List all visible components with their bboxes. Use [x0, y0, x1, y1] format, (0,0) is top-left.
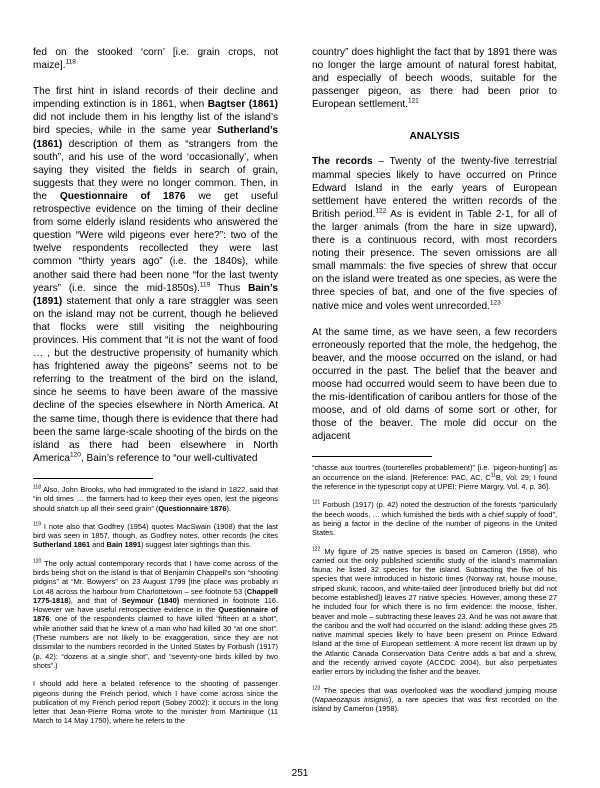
footnote-ref: 122 [375, 207, 387, 215]
footnote-ref: 121 [312, 499, 321, 506]
text-run: Bain 1891 [106, 540, 142, 550]
footnote-ref: 122 [312, 546, 321, 553]
footnote [33, 679, 278, 725]
text-run: country” does highlight the fact that by 1891 there was no longer the large amount of natural forest habitat, and especially of beech woods, suitable for the passenger pigeon, as there had been prior to European settlement. [312, 47, 557, 111]
page-number: 251 [291, 768, 309, 779]
text-run: – Twenty of the twenty-five terrestrial mammal species likely to have occurred on Prince Edward Island in the early years of European settlement have entered the written records of the British period. [312, 156, 557, 220]
text-run: mentioned in footnote 116. However we have useful retrospective evidence in the [33, 595, 278, 615]
footnote-ref: 120 [33, 558, 42, 565]
text-run: B, Vol. 29; I found the reference in the typescript copy at UPEI: Pierre Margry, Vol. 4, p. 36]. [312, 472, 557, 492]
text-run: The first hint in island records of their decline and impending extinction is in 1861, when [33, 86, 278, 111]
footnote-divider [33, 478, 153, 479]
text-run: Also, John Brooks, who had immigrated to the island in 1822, said that “in old times … the farmers had to keep their eyes open, lest the pigeons should snatch up all their seed grain” ( [33, 484, 278, 513]
text-run: ). [226, 503, 232, 513]
footnote-ref: 119 [199, 281, 211, 289]
paragraph [312, 46, 557, 111]
text-run: Chappell 1775-1818 [33, 586, 278, 605]
text-run: , Bain’s reference to “our well-cultivated [80, 452, 258, 464]
footnote [33, 485, 278, 513]
footnotes-right [312, 463, 557, 713]
text-run: Questionnaire of 1876 [33, 605, 278, 624]
text-run: Thus [210, 282, 249, 294]
footnote [312, 547, 557, 677]
footnote [33, 522, 278, 550]
footnote-ref: 123 [489, 299, 501, 307]
text-run: At the same time, as we have seen, a few recorders erroneously reported that the mole, the hedgehog, the beaver, and the moose occurred on the island, or had occurred in the past. The belief that the beaver and moose had occurred would seem to have been due to the mis-identification of caribou antlers for those of the moose, and of old dams of some sort or other, for those of the beaver. The mole did occur on the adjacent [312, 326, 557, 443]
text-run: The only actual contemporary records that I have come across of the birds being shot on the island is that of Benjamin Chappell’s son “shooting pidgins” at “Mr. Bowyers” on 23 August 1799 [the place was probably in Lot 48 across the harbour from Charlottetown – see footnote 53 ( [33, 558, 278, 596]
text-run: Questionnaire of 1876 [59, 190, 186, 202]
footnotes-left [33, 485, 278, 726]
footnote-ref: 119 [33, 521, 41, 528]
paragraph [33, 46, 278, 72]
right-column [312, 46, 557, 723]
text-run: As is evident in Table 2-1, for all of the larger animals (from the hare in size upward), there is a continuous record, with most recorders noting their presence. The seven omissions are all small mammals: the five species of shrew that occur on the island were treated as one species, as were the three species of bat, and one of the five species of native mice and voles went unrecorded. [312, 208, 557, 312]
text-run: Bagtser (1861) [207, 99, 278, 111]
footnote [312, 686, 557, 714]
text-run: ) suggest later sightings than this. [141, 540, 252, 550]
paragraph [312, 326, 557, 444]
text-run: Questionnaire 1876 [158, 503, 227, 513]
footnote-ref: 121 [407, 98, 419, 106]
body-text-left [33, 46, 278, 465]
text-run: Bain’s (1891) [33, 282, 278, 307]
paragraph [33, 85, 278, 465]
text-run: description of them as “strangers from the south”, and his use of the word ‘occasionally’, when saying they visited the fields in search of grain, suggests that they were no longer common. Then, in the [33, 138, 278, 202]
text-run: Seymour (1840) [121, 595, 180, 605]
text-run: Sutherland 1861 [33, 540, 91, 550]
footnote [312, 500, 557, 537]
text-run: My figure of 25 native species is based on Cameron (1958), who carried out the only published scientific study of the island’s mammalian fauna: he listed 32 species for the island. Subtracting the five of his species that were introduced in historic times (Norway rat, house mouse, striped skunk, racoon, and white-tailed deer [introduced briefly but did not become established]) leaves 27 native species. However, among these 27 he included four for which there is no firm evidence: the moose, fisher, beaver and mole – subtracting these leaves 23. And he was not aware that the caribou and the wolf had occurred on the island: adding these gives 25 native mammal species likely to have been present on Prince Edward Island at the time of European settlement. A more recent list drawn up by the Atlantic Canada Conservation Data Centre adds a bat and a shrew, and the recently arrived coyote (ACCDC 2004), but also perpetuates earlier errors by including the fisher and the beaver. [312, 546, 557, 677]
paragraph [312, 155, 557, 312]
text-run: : one of the respondents claimed to have killed “fifteen at a shot”, while another said that he knew of a man who had killed 30 “at one shot”. (These numbers are not likely to be exaggeration, since they are not dissimilar to the numbers recorded in the United States by Forbush (1917) (p. 42): “dozens at a single shot”, and “seventy-one birds killed by two shots”.) [33, 614, 278, 670]
footnote-ref: 123 [312, 685, 321, 692]
text-run: I should add here a belated reference to the shooting of passenger pigeons during the French period, which I have come across since the publication of my French period report (Sobey 2002): it occurs in the long letter that Jean-Pierre Roma wrote to the minister from Martinique (11 March to 14 May 1750), where he refers to the [33, 679, 278, 726]
text-run: and [90, 540, 107, 550]
text-run: I note also that Godfrey (1954) quotes MacSwain (1908) that the last bird was seen in 1857, though, as Godfrey notes, other records (he cites [33, 521, 278, 541]
footnote-ref: 120 [70, 451, 81, 459]
text-run: ), and that of [68, 595, 122, 605]
text-run: statement that only a rare straggler was seen on the island may not be current, though he believed that flocks were still visiting the neighbouring provinces. His comment that “it is not the want of food … , but the destructive propensity of humanity which has frightened away the pigeons” seems not to be referring to the treatment of the bird on the island, since he seems to have been aware of the massive decline of the species elsewhere in North America. At the same time, though there is evidence that there had been the same large-scale shooting of the birds on the island as there had been elsewhere in North America [33, 295, 278, 464]
text-run: Forbush (1917) (p. 42) noted the destruction of the forests “particularly the beech woods, … which furnished the birds with a chief supply of food”, as being a factor in the decline of the number of pigeons in the United States. [312, 500, 557, 538]
text-run: fed on the stooked ‘corn’ [i.e. grain crops, not maize]. [33, 47, 278, 72]
text-run: Sutherland’s (1861) [33, 125, 278, 150]
footnote-ref: 118 [65, 58, 76, 66]
footnote [33, 559, 278, 671]
text-run: did not include them in his lengthy list of the island’s bird species, while in the same year [33, 112, 278, 137]
body-text-right [312, 46, 557, 443]
text-run: Napaeozapus insignis [314, 694, 389, 704]
section-heading: ANALYSIS [409, 131, 460, 143]
left-column [33, 46, 278, 735]
text-run: we get useful retrospective evidence on the timing of their decline from some elderly island residents who answered the question “Were wild pigeons ever here?”: two of the twelve respondents recollected they were last common “thirty years ago” (i.e. the 1840s), while another said there had been none “for the last twenty years” (i.e. since the mid-1850s). [33, 190, 278, 294]
text-run: The species that was overlooked was the woodland jumping mouse ( [312, 685, 557, 704]
text-run: The records [312, 156, 373, 168]
text-run: “chasse aux tourtres (tourterelles probablement)” [i.e. ‘pigeon-hunting’] as an occurrence on the island. [Reference: PAC, AC, C [312, 463, 557, 482]
footnote-ref: 11 [490, 472, 496, 479]
footnote [312, 463, 557, 491]
footnote-divider [312, 456, 432, 457]
text-run: ), a rare species that was first recorded on the island by Cameron (1958). [312, 694, 558, 714]
footnote-ref: 118 [33, 484, 41, 491]
